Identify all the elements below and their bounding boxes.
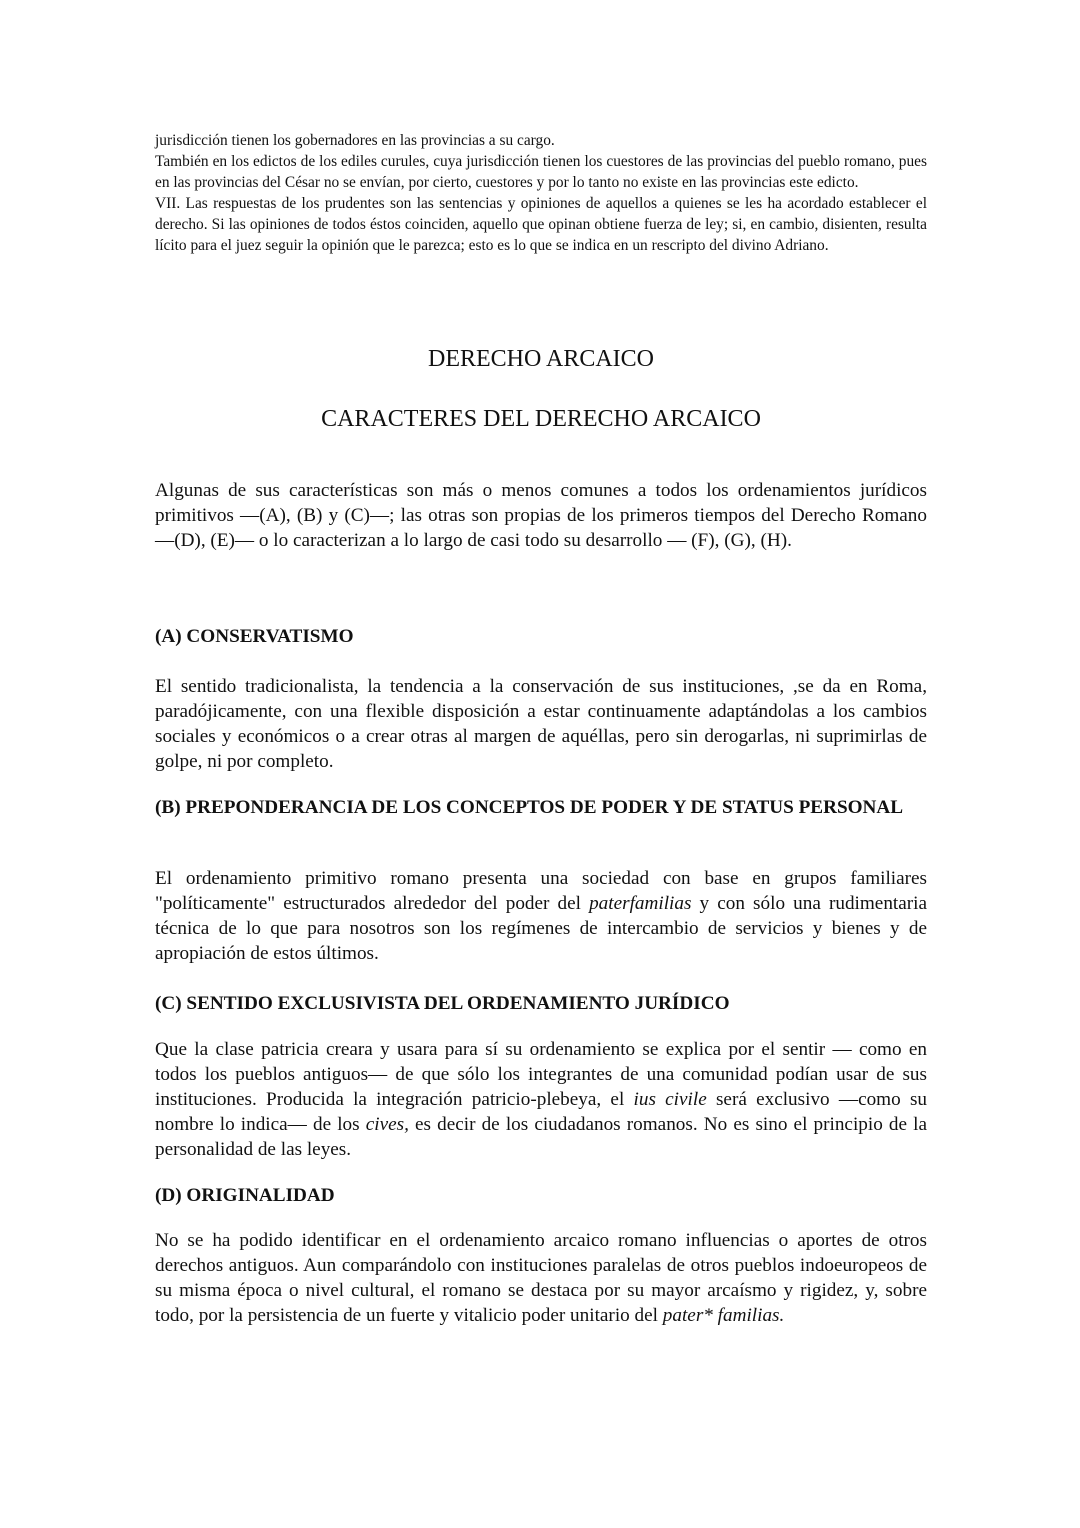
section-c-text [155, 1037, 927, 1162]
section-a-text: El sentido tradicionalista, la tendencia a la conservación de sus instituciones, ,se da en Roma, paradójicamente, con una flexible disposición a estar continuamente adaptándolas a los cambios sociales y económicos o a crear otras al margen de aquéllas, pero sin derogarlas, ni suprimirlas de golpe, ni por completo. [155, 676, 927, 772]
section-d-heading: (D) ORIGINALIDAD [155, 1185, 335, 1206]
section-b-text-part-2: y con sólo una rudimentaria técnica de lo que para nosotros son los regímenes de intercambio de servicios y bienes y de apropiación de estos últimos. [155, 893, 927, 964]
intro-paragraph-3: VII. Las respuestas de los prudentes son las sentencias y opiniones de aquellos a quienes se les ha acordado establecer el derecho. Si las opiniones de todos éstos coinciden, aquello que opinan obtiene fuerza de ley; si, en cambio, disienten, resulta lícito para el juez seguir la opinión que le parezca; esto es lo que se indica en un rescripto del divino Adriano. [155, 195, 927, 254]
section-c-text-part-1: Que la clase patricia creara y usara para sí su ordenamiento se explica por el sentir — como en todos los pueblos antiguos— de que sólo los integrantes de una comunidad podían usar de sus instituciones. Producida la integración patricio-plebeya, el [155, 1039, 927, 1110]
section-a-heading: (A) CONSERVATISMO [155, 626, 354, 647]
section-c-term-ius-civile: ius civile [633, 1089, 707, 1110]
intro-paragraph-1: jurisdicción tienen los gobernadores en las provincias a su cargo. [155, 132, 555, 149]
section-b-term-paterfamilias: paterfamilias [589, 893, 692, 914]
section-d-text [155, 1228, 927, 1328]
sub-title: CARACTERES DEL DERECHO ARCAICO [321, 406, 761, 432]
overview-paragraph: Algunas de sus características son más o menos comunes a todos los ordenamientos jurídicos primitivos —(A), (B) y (C)—; las otras son propias de los primeros tiempos del Derecho Romano —(D), (E)— o lo caracterizan a lo largo de casi todo su desarrollo — (F), (G), (H). [155, 480, 927, 551]
main-title: DERECHO ARCAICO [427, 346, 655, 372]
section-d-text-part-1: No se ha podido identificar en el ordenamiento arcaico romano influencias o aportes de otros derechos antiguos. Aun comparándolo con instituciones paralelas de otros pueblos indoeuropeos de su misma época o nivel cultural, el romano se destaca por su mayor arcaísmo y rigidez, y, sobre todo, por la persistencia de un fuerte y vitalicio poder unitario del [155, 1230, 927, 1326]
intro-block [155, 130, 927, 256]
section-c-term-cives: cives, [365, 1114, 409, 1135]
section-b-heading: (B) PREPONDERANCIA DE LOS CONCEPTOS DE PODER Y DE STATUS PERSONAL [155, 797, 904, 818]
section-c-text-part-3: es decir de los ciudadanos romanos. No es sino el principio de la personalidad de las leyes. [155, 1114, 928, 1160]
section-c-text-part-2: será exclusivo —como su nombre lo indica— de los [155, 1089, 928, 1135]
intro-paragraph-2: También en los edictos de los ediles curules, cuya jurisdicción tienen los cuestores de las provincias del pueblo romano, pues en las provincias del César no se envían, por cierto, cuestores y por lo tanto no existe en las provincias este edicto. [155, 153, 927, 191]
section-b-text-part-1: El ordenamiento primitivo romano presenta una sociedad con base en grupos familiares "políticamente" estructurados alrededor del poder del [155, 868, 927, 914]
section-c-heading: (C) SENTIDO EXCLUSIVISTA DEL ORDENAMIENTO JURÍDICO [155, 993, 730, 1014]
section-b-text [155, 866, 927, 966]
section-d-term-pater-familias: pater* familias. [662, 1305, 785, 1326]
